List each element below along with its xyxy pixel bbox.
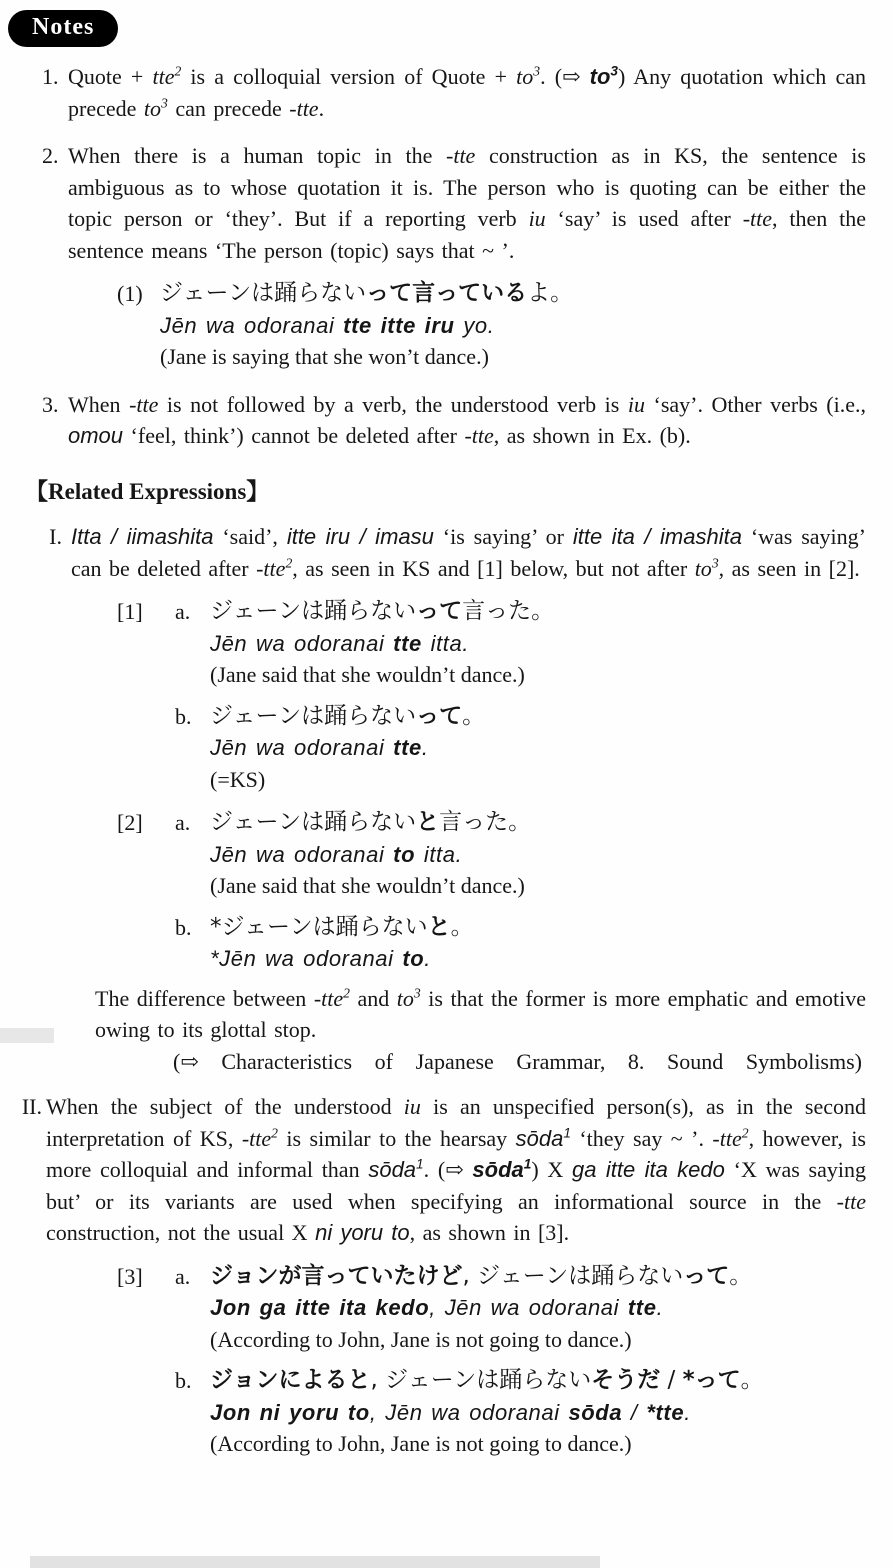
translation-sentence: (Jane is saying that she won’t dance.) xyxy=(160,344,489,369)
romaji-sentence: *Jēn wa odoranai to. xyxy=(210,946,432,971)
translation-sentence: (Jane said that she wouldn’t dance.) xyxy=(210,662,525,687)
section-text: Itta / iimashita ‘said’, itte iru / imasu ‘is saying’ or itte ita / imashita ‘was saying’ can be deleted after -tte$^2$, as seen in KS and [1] below, but not after $to^3$, as seen in [2]. xyxy=(71,524,866,581)
note-number: 1. xyxy=(42,64,59,89)
section-item-I xyxy=(0,521,866,584)
notes-badge xyxy=(8,10,118,47)
translation-sentence: (Jane said that she wouldn’t dance.) xyxy=(210,873,525,898)
translation-sentence: (=KS) xyxy=(210,766,266,792)
japanese-sentence: ジョンが言っていたけど, ジェーンは踊らないって。 xyxy=(210,1262,753,1289)
note-text: Quote + tte$^2$ is a colloquial version of Quote + $to^3$. (⇨ $to^3$) Any quotation which can precede $to^3$ can precede -tte. xyxy=(68,63,866,121)
bracket-example-1a xyxy=(117,596,870,691)
japanese-sentence: ジェーンは踊らないって。 xyxy=(210,702,486,729)
section-number: II. xyxy=(21,1094,42,1119)
bracket-label: [3] xyxy=(117,1263,143,1289)
letter-label: a. xyxy=(175,810,191,835)
note-number: 3. xyxy=(42,391,59,417)
japanese-sentence: ジェーンは踊らないって言った。 xyxy=(210,598,555,624)
bracket-example-2b xyxy=(117,912,870,975)
translation-sentence: (According to John, Jane is not going to dance.) xyxy=(210,1326,632,1352)
letter-label: b. xyxy=(175,703,192,729)
section-item-II xyxy=(0,1091,866,1249)
romaji-sentence: Jēn wa odoranai tte itte iru yo. xyxy=(160,312,495,338)
scan-artifact-bottom xyxy=(30,1556,600,1568)
romaji-sentence: Jon ga itte ita kedo, Jēn wa odoranai tte. xyxy=(210,1295,664,1320)
bracket-example-3a xyxy=(117,1261,870,1356)
japanese-sentence: ジェーンは踊らないと言った。 xyxy=(210,809,532,835)
example-label: (1) xyxy=(117,281,143,306)
related-expressions-header: 【Related Expressions】 xyxy=(25,478,270,504)
japanese-sentence: ジョンによると, ジェーンは踊らないそうだ / *って。 xyxy=(210,1367,764,1393)
letter-label: b. xyxy=(175,914,192,940)
bracket-label xyxy=(117,912,175,975)
bracket-label: [1] xyxy=(117,599,143,624)
section-number: I. xyxy=(49,524,62,549)
romaji-sentence: Jēn wa odoranai tte. xyxy=(210,735,429,760)
note-number: 2. xyxy=(42,143,59,168)
note-item-3 xyxy=(42,389,866,452)
scan-artifact-left xyxy=(0,1028,54,1043)
note-text: When there is a human topic in the -tte construction as in KS, the sentence is ambiguous as to whose quotation it is. The person who is quoting can be either the topic person or ‘they’. But if a reporting verb iu ‘say’ is used after -tte, then the sentence means ‘The person (topic) says that ~ ’. xyxy=(68,143,867,263)
bracket-example-2a xyxy=(117,807,870,902)
romaji-sentence: Jon ni yoru to, Jēn wa odoranai sōda / *tte. xyxy=(210,1399,691,1425)
japanese-sentence: ジェーンは踊らないって言っているよ。 xyxy=(160,280,574,306)
bracket-label: [2] xyxy=(117,810,143,835)
bracket-example-1b xyxy=(117,701,870,796)
section-text: When the subject of the understood iu is an unspecified person(s), as in the second interpretation of KS, -tte$^2$ is similar to the hearsay sōda$^1$ ‘they say ~ ’. -tte$^2$, however, is more colloquial and informal than sōda$^1$. (⇨ sōda$^1$) X ga itte ita kedo ‘X was saying but’ or its variants are used when specifying an informational source in the -tte construction, not the usual X ni yoru to, as shown in [3]. xyxy=(46,1094,867,1245)
romaji-sentence: Jēn wa odoranai to itta. xyxy=(210,841,463,867)
letter-label: a. xyxy=(175,1263,191,1289)
difference-paragraph: The difference between -tte$^2$ and $to^3$ is that the former is more emphatic and emotive owing to its glottal stop. xyxy=(95,985,866,1042)
translation-sentence: (According to John, Jane is not going to dance.) xyxy=(210,1431,632,1456)
bracket-label xyxy=(117,701,175,796)
letter-label: b. xyxy=(175,1368,192,1393)
japanese-sentence: *ジェーンは踊らないと。 xyxy=(210,913,474,940)
bracket-label xyxy=(117,1365,175,1460)
romaji-sentence: Jēn wa odoranai tte itta. xyxy=(210,630,470,656)
note-item-1 xyxy=(42,61,866,124)
notes-badge-label: Notes xyxy=(32,14,95,40)
reference-line: (⇨ Characteristics of Japanese Grammar, 8. Sound Symbolisms) xyxy=(173,1048,862,1074)
bracket-example-3b xyxy=(117,1365,870,1460)
letter-label: a. xyxy=(175,599,191,624)
example-block-1 xyxy=(117,278,866,373)
note-text: When -tte is not followed by a verb, the understood verb is iu ‘say’. Other verbs (i.e., omou ‘feel, think’) cannot be deleted after -tte, as shown in Ex. (b). xyxy=(68,391,866,448)
note-item-2 xyxy=(42,140,866,266)
